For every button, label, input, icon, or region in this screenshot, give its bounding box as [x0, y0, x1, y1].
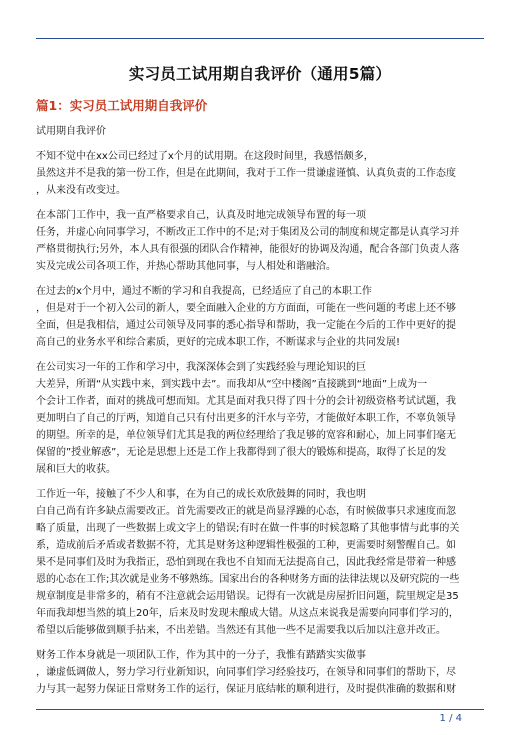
footer-rule	[36, 709, 484, 710]
paragraph-line: ，从来没有改变过。	[36, 185, 126, 196]
paragraph-line: ，谦虚低调做人，努力学习行业新知识，向同事们学习经验技巧，在领导和同事们的帮助下，尽	[36, 667, 456, 678]
paragraph-line: 年而我却想当然的填上20年，后来及时发现未酿成大错。从这点来说我是需要向同事们学习的，	[36, 608, 459, 619]
paragraph-line: 严格贯彻执行;另外，本人具有很强的团队合作精神，能很好的协调及沟通，配合各部门负责人落	[36, 244, 460, 255]
paragraph-line: 高自己的业务水平和综合素质，更好的完成本职工作，不断谋求与企业的共同发展!	[36, 337, 401, 348]
page-indicator: 1 / 4	[439, 713, 462, 724]
paragraph-line: 全面，但是我相信，通过公司领导及同事的悉心指导和帮助，我一定能在今后的工作中更好的提	[36, 320, 456, 331]
paragraph-line: 个会计工作者，面对的挑战可想而知。尤其是面对我只得了四十分的会计初级资格考试试题，我	[36, 396, 456, 407]
document-title: 实习员工试用期自我评价（通用5篇）	[128, 65, 392, 83]
paragraph-line: 在公司实习一年的工作和学习中，我深深体会到了实践经验与理论知识的巨	[36, 362, 366, 373]
paragraph-line: 系，造成前后矛盾或者数据不符，尤其是财务这种逻辑性极强的工种，更需要时刻警醒自己。如	[36, 540, 456, 551]
section-heading: 篇1：实习员工试用期自我评价	[36, 98, 208, 113]
paragraph-line: 规章制度是非常多的，稍有不注意就会运用错误。记得有一次就是房屋折旧问题，院里规定是35	[36, 591, 459, 602]
paragraph-line: 大差异，所谓“从实践中来，到实践中去”。而我却从“空中楼阁”直接跳到“地面”上成为一	[36, 379, 428, 390]
paragraph-line: 在本部门工作中，我一直严格要求自己，认真及时地完成领导布置的每一项	[36, 210, 366, 221]
paragraph-line: ，但是对于一个初入公司的新人，要全面融入企业的方方面面，可能在一些问题的考虑上还不够	[36, 303, 456, 314]
paragraph-line: 展和巨大的收获。	[36, 464, 116, 475]
paragraph-line: 工作近一年，接触了不少人和事，在为自己的成长欢欣鼓舞的同时，我也明	[36, 489, 366, 500]
paragraph-line: 在过去的x个月中，通过不断的学习和自我提高，已经适应了自己的本职工作	[36, 286, 372, 297]
header-rule	[36, 38, 484, 39]
paragraph-line: 任务，并虚心向同事学习，不断改正工作中的不足;对于集团及公司的制度和规定都是认真学习并	[36, 227, 460, 238]
paragraph-line: 略了质量，出现了一些数据上或文字上的错误;有时在做一件事的时候忽略了其他事情与此事的关	[36, 523, 460, 534]
document-body	[36, 123, 486, 698]
paragraph-line: 试用期自我评价	[36, 126, 106, 137]
paragraph-line: 更加明白了自己的厅两，知道自己只有付出更多的汗水与辛劳，才能做好本职工作，不辜负领导	[36, 413, 456, 424]
paragraph-line: 的期望。所幸的是，单位领导们尤其是我的两位经理给了我足够的宽容和耐心，加上同事们毫无	[36, 430, 456, 441]
paragraph-line: 虽然这并不是我的第一份工作，但是在此期间，我对于工作一贯谦虚谨慎、认真负责的工作态度	[36, 168, 456, 179]
paragraph-line: 财务工作本身就是一项团队工作，作为其中的一分子，我惟有踏踏实实做事	[36, 650, 366, 661]
paragraph-line: 保留的”授业解惑”，无论是思想上还是工作上我都得到了很大的锻炼和提高，取得了长足的发	[36, 447, 447, 458]
paragraph-line: 果不是同事们及时为我指正，恐怕到现在我也不自知而无法提高自己，因此我经常是带着一种感	[36, 557, 456, 568]
paragraph-line: 恩的心态在工作;其次就是业务不够熟练。国家出台的各种财务方面的法律法规以及研究院的一些	[36, 574, 460, 585]
paragraph-line: 不知不觉中在xx公司已经过了x个月的试用期。在这段时间里，我感悟颇多，	[36, 151, 374, 162]
paragraph-line: 力与其一起努力保证日常财务工作的运行，保证月底结帐的顺利进行，及时提供准确的数据和财	[36, 684, 456, 695]
paragraph-line: 白自己尚有许多缺点需要改正。首先需要改正的就是尚显浮躁的心态，有时候做事只求速度而忽	[36, 506, 456, 517]
paragraph-line: 希望以后能够做到顺手拈来，不出差错。当然还有其他一些不足需要我以后加以注意并改正。	[36, 625, 446, 636]
paragraph-line: 实及完成公司各项工作，并热心帮助其他同事，与人相处和谐融洽。	[36, 261, 336, 272]
